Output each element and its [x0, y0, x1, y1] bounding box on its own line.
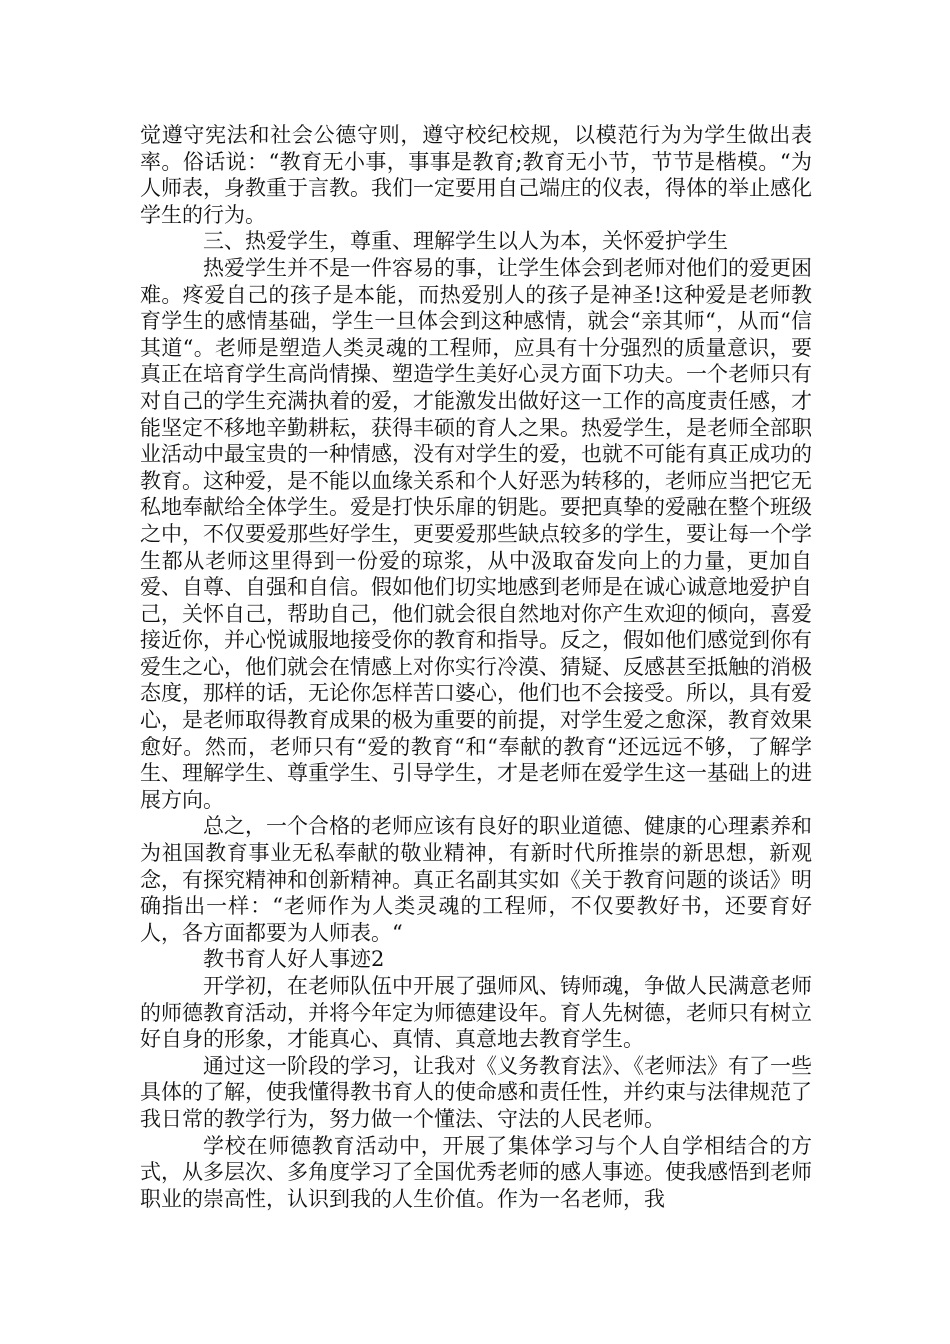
paragraph-love-students: 热爱学生并不是一件容易的事，让学生体会到老师对他们的爱更困难。疼爱自己的孩子是本能，而热爱别人的孩子是神圣!这种爱是老师教育学生的感情基础，学生一旦体会到这种感情，就会“亲其师“，从而“信其道“。老师是塑造人类灵魂的工程师，应具有十分强烈的质量意识，要真正在培育学生高尚情操、塑造学生美好心灵方面下功夫。一个老师只有对自己的学生充满执着的爱，才能激发出做好这一工作的高度责任感，才能坚定不移地辛勤耕耘，获得丰硕的育人之果。热爱学生，是老师全部职业活动中最宝贵的一种情感，没有对学生的爱，也就不可能有真正成功的教育。这种爱，是不能以血缘关系和个人好恶为转移的，老师应当把它无私地奉献给全体学生。爱是打快乐扉的钥匙。要把真挚的爱融在整个班级之中，不仅要爱那些好学生，更要爱那些缺点较多的学生，要让每一个学生都从老师这里得到一份爱的琼浆，从中汲取奋发向上的力量，更加自爱、自尊、自强和自信。假如他们切实地感到老师是在诚心诚意地爱护自己，关怀自己，帮助自己，他们就会很自然地对你产生欢迎的倾向，喜爱接近你，并心悦诚服地接受你的教育和指导。反之，假如他们感觉到你有爱生之心，他们就会在情感上对你实行冷漠、猜疑、反感甚至抵触的消极态度，那样的话，无论你怎样苦口婆心，他们也不会接受。所以，具有爱心，是老师取得教育成果的极为重要的前提，对学生爱之愈深，教育效果愈好。然而，老师只有“爱的教育“和“奉献的教育“还远远不够，了解学生、理解学生、尊重学生、引导学生，才是老师在爱学生这一基础上的进展方向。: [140, 255, 812, 812]
document-page: [140, 122, 812, 1212]
paragraph-school-activity: 学校在师德教育活动中，开展了集体学习与个人自学相结合的方式，从多层次、多角度学习了全国优秀老师的感人事迹。使我感悟到老师职业的崇高性，认识到我的人生价值。作为一名老师，我: [140, 1133, 812, 1211]
paragraph-law-study: 通过这一阶段的学习，让我对《义务教育法》、《老师法》有了一些具体的了解，使我懂得教书育人的使命感和责任性，并约束与法律规范了我日常的教学行为，努力做一个懂法、守法的人民老师。: [140, 1053, 812, 1131]
paragraph-1: 觉遵守宪法和社会公德守则，遵守校纪校规，以模范行为为学生做出表率。俗话说：“教育无小事，事事是教育;教育无小节，节节是楷模。“为人师表，身教重于言教。我们一定要用自己端庄的仪表，得体的举止感化学生的行为。: [140, 123, 812, 227]
article-title-2: 教书育人好人事迹2: [203, 947, 385, 972]
paragraph-semester-start: 开学初，在老师队伍中开展了强师风、铸师魂，争做人民满意老师的师德教育活动，并将今年定为师德建设年。育人先树德，老师只有树立好自身的形象，才能真心、真情、真意地去教育学生。: [140, 974, 812, 1052]
paragraph-summary: 总之，一个合格的老师应该有良好的职业道德、健康的心理素养和为祖国教育事业无私奉献的敬业精神，有新时代所推崇的新思想，新观念，有探究精神和创新精神。真正名副其实如《关于教育问题的谈话》明确指出一样：“老师作为人类灵魂的工程师，不仅要教好书，还要育好人，各方面都要为人师表。“: [140, 814, 812, 945]
section-heading-3: 三、热爱学生，尊重、理解学生以人为本，关怀爱护学生: [203, 229, 728, 254]
